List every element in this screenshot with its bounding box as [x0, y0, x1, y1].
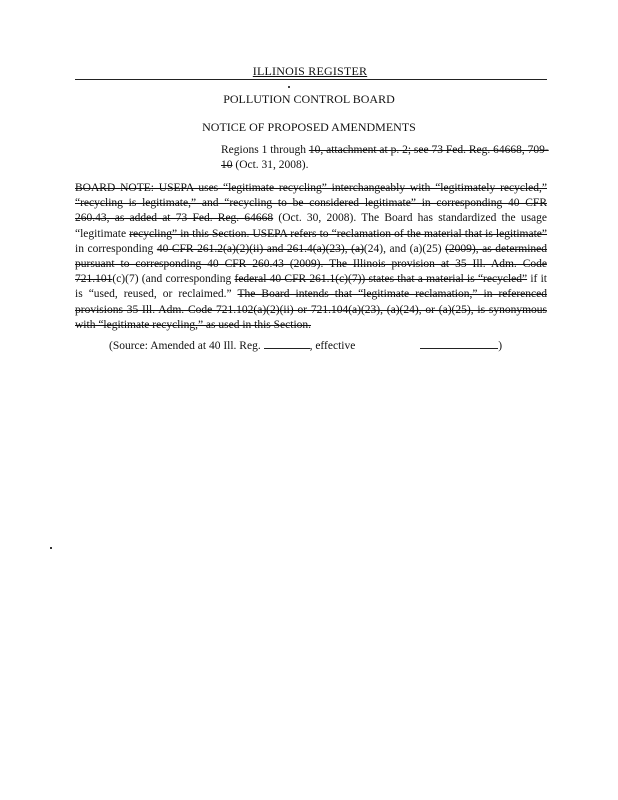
- effective-date-blank: [420, 337, 498, 349]
- header-rule: [75, 79, 547, 80]
- notice-title: NOTICE OF PROPOSED AMENDMENTS: [202, 120, 416, 134]
- volume-blank: [264, 337, 310, 349]
- board-note-text-3: (24), and (a)(25): [363, 242, 446, 255]
- board-note-text-1: (Oct. 30, 2008). The Board has standardized the usage “legitimate: [75, 212, 547, 240]
- board-title: POLLUTION CONTROL BOARD: [223, 92, 395, 106]
- regions-paragraph: [221, 143, 551, 173]
- source-note-prefix: (Source: Amended at 40 Ill. Reg.: [109, 340, 264, 352]
- board-note-struck-6: The Board intends that “legitimate reclamation,” in referenced provisions 35 Ill. Adm. Code 721.102(a)(2)(ii) or 721.104(a)(23), (a)(24), or (a)(25), is synonymous with “legitimate recycling,” as used in this Section.: [75, 288, 547, 331]
- board-note-struck-4: (2009), as determined pursuant to corresponding 40 CFR 260.43 (2009). The Illinois provision at 35 Ill. Adm. Code 721.101: [75, 242, 548, 286]
- register-title: ILLINOIS REGISTER: [252, 64, 368, 78]
- board-note-text-2: in corresponding: [75, 242, 157, 255]
- board-note-text-4: (c)(7) (and corresponding: [112, 273, 235, 286]
- source-note: [109, 337, 549, 352]
- board-note-struck-3: 40 CFR 261.2(a)(2)(ii) and 261.4(a)(23), (a): [156, 242, 364, 255]
- board-note-paragraph: [75, 181, 547, 333]
- board-note-struck-2: recycling” in this Section. USEPA refers to “reclamation of the material that is legitimate”: [129, 227, 547, 240]
- board-note-text-5: if it is “used, reused, or reclaimed.”: [75, 273, 547, 301]
- source-note-close: ): [498, 340, 503, 352]
- regions-struck-text: 10, attachment at p. 2; see 73 Fed. Reg. 64668, 709-10: [221, 144, 549, 171]
- scan-speck: [288, 86, 290, 88]
- regions-date-text: (Oct. 31, 2008).: [232, 159, 309, 171]
- scan-speck: [50, 547, 52, 549]
- regions-text: Regions 1 through: [221, 144, 309, 156]
- source-note-effective: , effective: [309, 340, 359, 352]
- board-note-struck-5: federal 40 CFR 261.1(c)(7)) states that a material is “recycled”: [234, 273, 528, 286]
- board-note-struck-1: BOARD NOTE: USEPA uses “legitimate recycling” interchangeably with “legitimately recycled,” “recycling is legitimate,” and “recycling to be considered legitimate” in corresponding 40 CFR 260.43, as added at 73 Fed. Reg. 64668: [75, 182, 547, 225]
